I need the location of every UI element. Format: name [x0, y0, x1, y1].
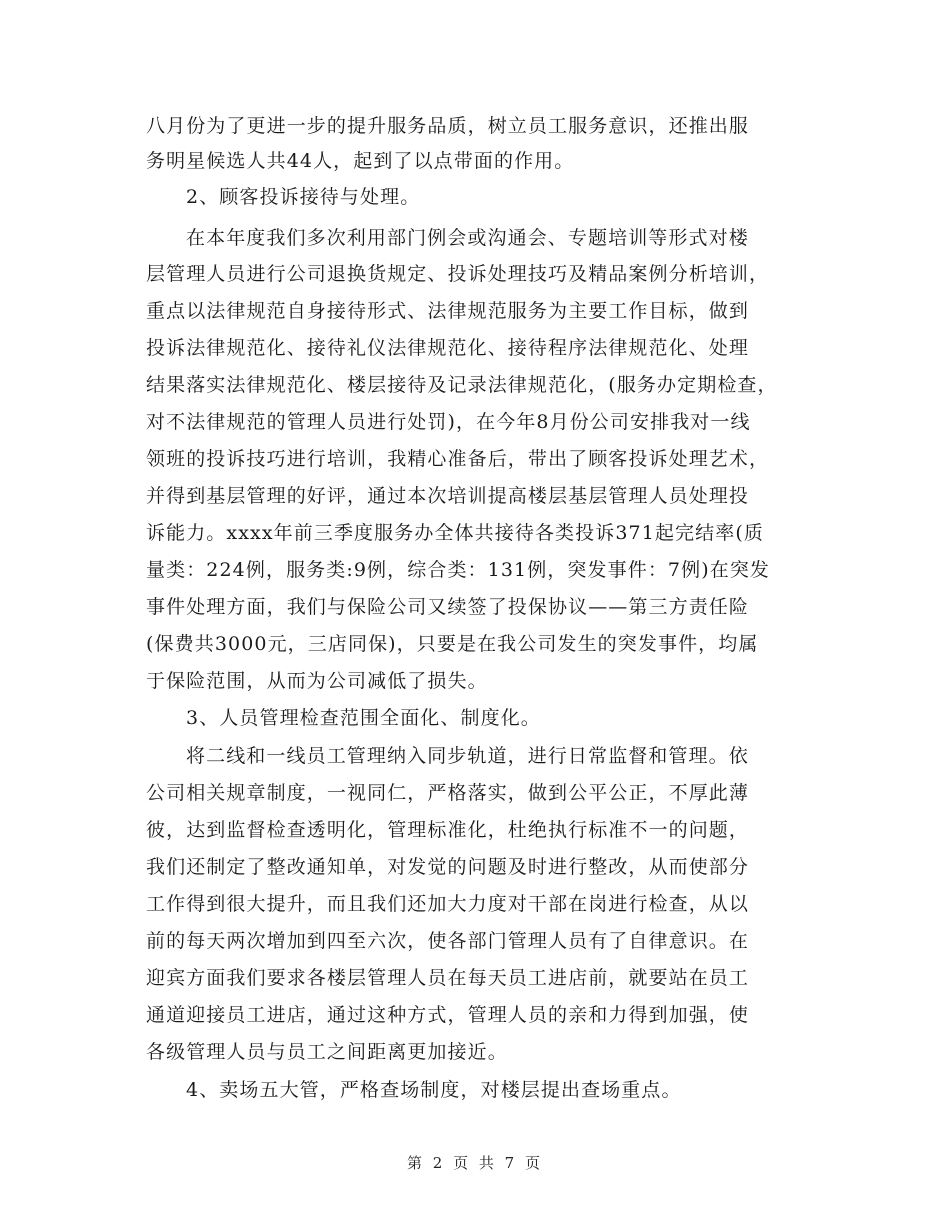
- text-line: 重点以法律规范自身接待形式、法律规范服务为主要工作目标，做到: [146, 300, 750, 322]
- text-line: 前的每天两次增加到四至六次，使各部门管理人员有了自律意识。在: [146, 930, 750, 952]
- text-line: 将二线和一线员工管理纳入同步轨道，进行日常监督和管理。依: [186, 745, 749, 767]
- text-line: 迎宾方面我们要求各楼层管理人员在每天员工进店前，就要站在员工: [146, 967, 750, 989]
- section-heading: 4、卖场五大管，严格查场制度，对楼层提出查场重点。: [186, 1079, 682, 1101]
- text-line: 于保险范围，从而为公司减低了损失。: [146, 670, 488, 692]
- section-heading: 3、人员管理检查范围全面化、制度化。: [186, 707, 541, 729]
- text-line: 领班的投诉技巧进行培训，我精心准备后，带出了顾客投诉处理艺术，: [146, 448, 770, 470]
- text-line: 结果落实法律规范化、楼层接待及记录法律规范化，(服务办定期检查，: [146, 374, 778, 396]
- text-line: 在本年度我们多次利用部门例会或沟通会、专题培训等形式对楼: [186, 227, 749, 249]
- text-line: 通道迎接员工进店，通过这种方式，管理人员的亲和力得到加强，使: [146, 1004, 750, 1026]
- text-line: 我们还制定了整改通知单，对发觉的问题及时进行整改，从而使部分: [146, 856, 750, 878]
- text-line: 事件处理方面，我们与保险公司又续签了投保协议——第三方责任险: [146, 596, 750, 618]
- text-line: 并得到基层管理的好评，通过本次培训提高楼层基层管理人员处理投: [146, 485, 750, 507]
- text-line: 公司相关规章制度，一视同仁，严格落实，做到公平公正，不厚此薄: [146, 782, 750, 804]
- text-line: 工作得到很大提升，而且我们还加大力度对干部在岗进行检查，从以: [146, 893, 750, 915]
- page-number-footer: 第 2 页 共 7 页: [407, 1154, 543, 1172]
- text-line: 八月份为了更进一步的提升服务品质，树立员工服务意识，还推出服: [146, 115, 750, 137]
- text-line: 诉能力。xxxx年前三季度服务办全体共接待各类投诉371起完结率(质: [146, 522, 764, 544]
- section-heading: 2、顾客投诉接待与处理。: [186, 186, 421, 208]
- text-line: 投诉法律规范化、接待礼仪法律规范化、接待程序法律规范化、处理: [146, 337, 750, 359]
- text-line: 各级管理人员与员工之间距离更加接近。: [146, 1041, 508, 1063]
- text-line: 务明星候选人共44人，起到了以点带面的作用。: [146, 150, 575, 172]
- text-line: 对不法律规范的管理人员进行处罚)，在今年8月份公司安排我对一线: [146, 411, 751, 433]
- text-line: 量类：224例，服务类:9例，综合类：131例，突发事件：7例)在突发: [146, 559, 771, 581]
- text-line: 层管理人员进行公司退换货规定、投诉处理技巧及精品案例分析培训，: [146, 263, 770, 285]
- text-line: (保费共3000元，三店同保)，只要是在我公司发生的突发事件，均属: [146, 633, 759, 655]
- text-line: 彼，达到监督检查透明化，管理标准化，杜绝执行标准不一的问题，: [146, 819, 750, 841]
